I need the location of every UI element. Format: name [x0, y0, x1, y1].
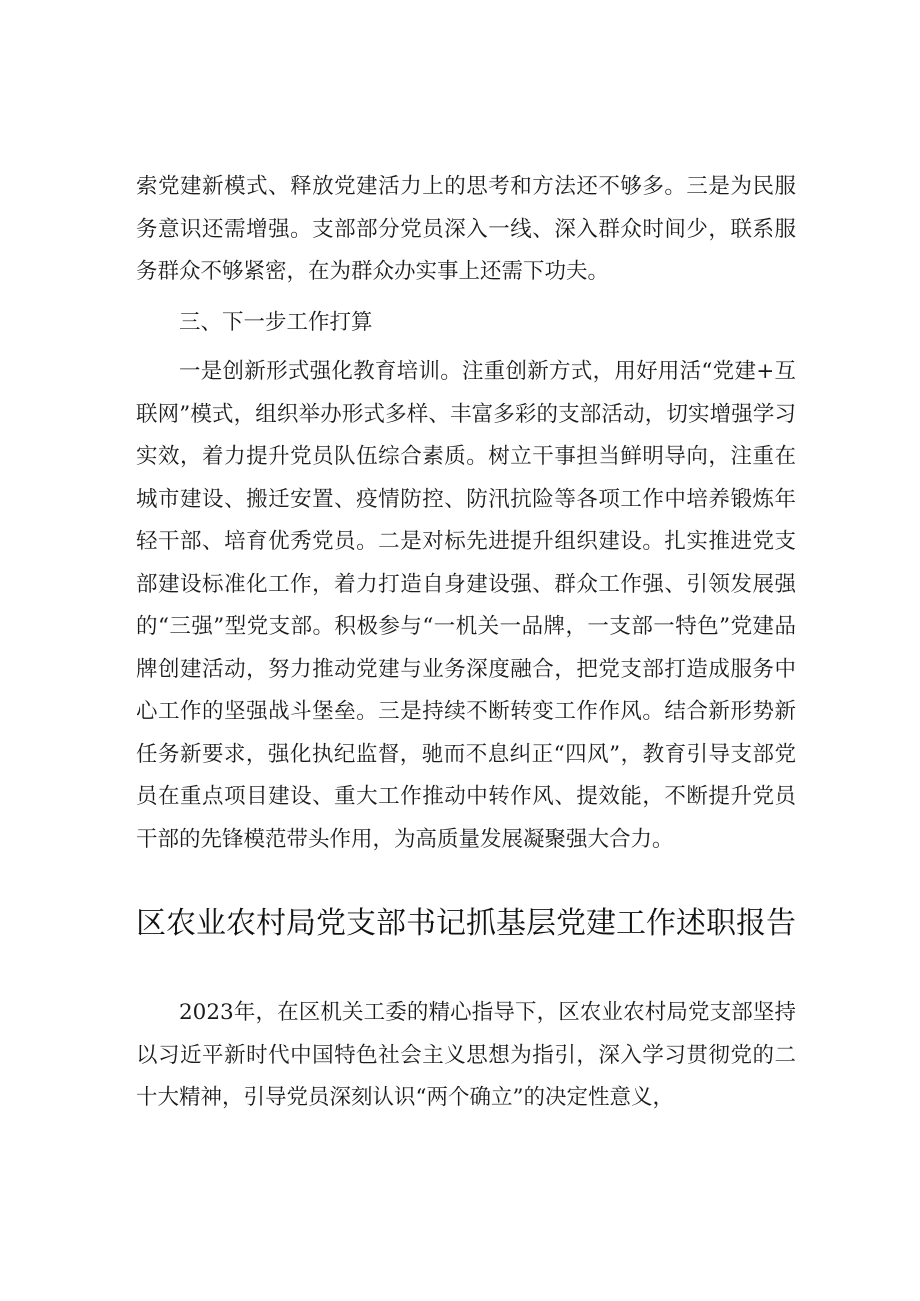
paragraph-continuation: 索党建新模式、释放党建活力上的思考和方法还不够多。三是为民服务意识还需增强。支部部分党员深入一线、深入群众时间少，联系服务群众不够紧密，在为群众办实事上还需下功夫。	[136, 174, 796, 284]
paragraph-work-plan: 一是创新形式强化教育培训。注重创新方式，用好用活“党建+互联网”模式，组织举办形式多样、丰富多彩的支部活动，切实增强学习实效，着力提升党员队伍综合素质。树立干事担当鲜明导向，注重在城市建设、搬迁安置、疫情防控、防汛抗险等各项工作中培养锻炼年轻干部、培育优秀党员。二是对标先进提升组织建设。扎实推进党支部建设标准化工作，着力打造自身建设强、群众工作强、引领发展强的“三强”型党支部。积极参与“一机关一品牌，一支部一特色”党建品牌创建活动，努力推动党建与业务深度融合，把党支部打造成服务中心工作的坚强战斗堡垒。三是持续不断转变工作作风。结合新形势新任务新要求，强化执纪监督，驰而不息纠正“四风”，教育引导支部党员在重点项目建设、重大工作推动中转作风、提效能，不断提升党员干部的先锋模范带头作用，为高质量发展凝聚强大合力。	[136, 359, 796, 852]
section-heading: 三、下一步工作打算	[179, 310, 373, 335]
paragraph-intro: 2023年，在区机关工委的精心指导下，区农业农村局党支部坚持以习近平新时代中国特色社会主义思想为指引，深入学习贯彻党的二十大精神，引导党员深刻认识“两个确立”的决定性意义，	[136, 1000, 796, 1110]
report-title: 区农业农村局党支部书记抓基层党建工作述职报告	[136, 906, 796, 941]
